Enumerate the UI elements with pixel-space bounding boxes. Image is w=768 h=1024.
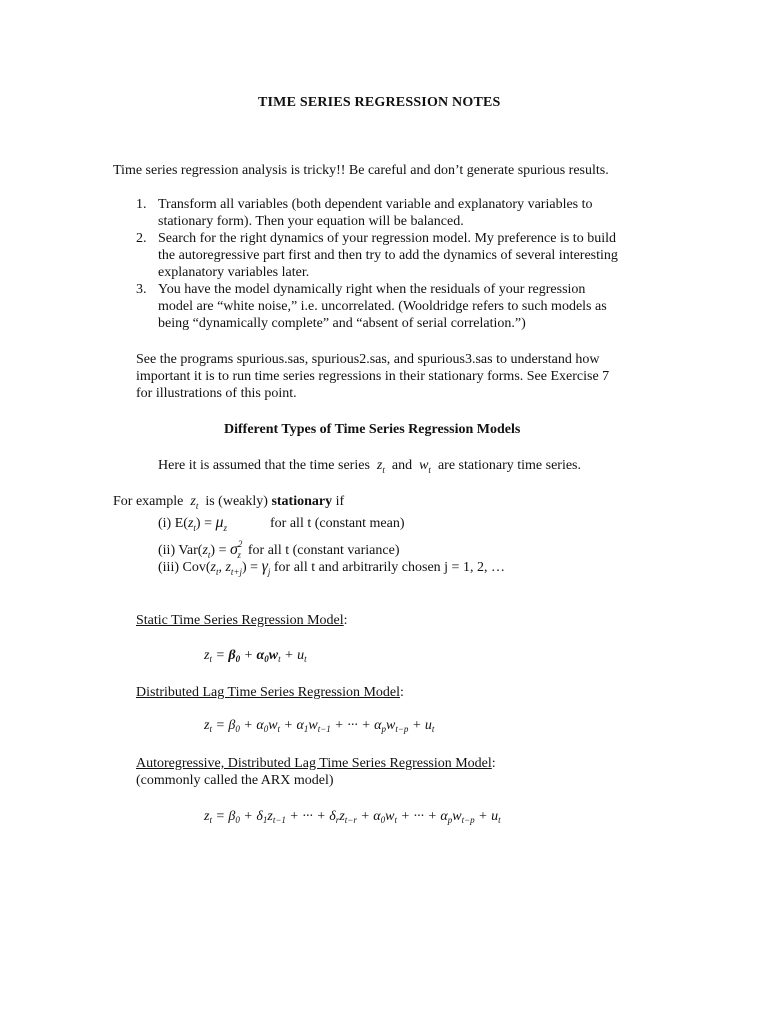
distributed-lag-equation: $z_t = \beta_0 + \alpha_0w_t + \alpha_1w_{t-1}$ + ··· + $\alpha_pw_{t-p} + u_t$ — [204, 718, 435, 734]
list-item — [136, 196, 593, 230]
model-heading-arx: Autoregressive, Distributed Lag Time Series Regression Model: (commonly called the ARX model) — [136, 756, 496, 788]
page-title: TIME SERIES REGRESSION NOTES — [258, 95, 501, 110]
list-number: 3. — [136, 282, 147, 297]
list-item — [136, 281, 607, 332]
model-heading-distributed-lag: Distributed Lag Time Series Regression Model: — [136, 685, 404, 700]
list-line: model are “white noise,” i.e. uncorrelated. (Wooldridge refers to such models as — [158, 299, 607, 314]
example-mid: is (weakly) — [205, 494, 268, 509]
list-line: being “dynamically complete” and “absent of serial correlation.”) — [158, 316, 526, 331]
paragraph-line: important it is to run time series regressions in their stationary forms. See Exercise 7 — [136, 369, 610, 384]
list-number: 2. — [136, 231, 147, 246]
list-item — [136, 230, 618, 281]
list-line: You have the model dynamically right when the residuals of your regression — [158, 282, 586, 297]
paragraph-line: for illustrations of this point. — [136, 386, 297, 401]
example-post: if — [335, 494, 345, 509]
list-line: Transform all variables (both dependent variable and explanatory variables to — [158, 197, 593, 212]
list-line: the autoregressive part first and then try to add the dynamics of several interesting — [158, 248, 618, 263]
condition-mean: (i) $E(z_t) = \mu_z$ for all t (constant mean) — [158, 514, 405, 534]
list-line: Search for the right dynamics of your regression model. My preference is to build — [158, 231, 616, 246]
intro-text: Time series regression analysis is tricky!! Be careful and don’t generate spurious results. — [113, 163, 609, 178]
assumption-line — [158, 457, 581, 479]
example-line — [113, 493, 344, 515]
example-pre: For example — [113, 494, 184, 509]
list-line: stationary form). Then your equation will be balanced. — [158, 214, 464, 229]
arx-equation: $z_t = \beta_0 + \delta_1z_{t-1}$ + ··· + $\delta_rz_{t-r} + \alpha_0w_t$ + ··· + $\alpha_pw_{t-p} + u_t$ — [204, 809, 501, 825]
assumption-pre: Here it is assumed that the time series — [158, 458, 370, 473]
list-number: 1. — [136, 197, 147, 212]
model-heading-static: Static Time Series Regression Model: — [136, 613, 348, 628]
assumption-mid: and — [391, 458, 413, 473]
math-var: $z_t$ — [376, 458, 385, 475]
arx-note: (commonly called the ARX model) — [136, 773, 334, 788]
example-bold: stationary — [271, 494, 333, 509]
paragraph-line: See the programs spurious.sas, spurious2.sas, and spurious3.sas to understand how — [136, 352, 600, 367]
condition-variance: (ii) $Var(z_t) = \sigma^2_z$ for all t (constant variance) — [158, 539, 400, 561]
math-var: $z_t$ — [190, 494, 199, 511]
list-line: explanatory variables later. — [158, 265, 310, 280]
math-var: $w_t$ — [419, 458, 431, 475]
assumption-post: are stationary time series. — [437, 458, 581, 473]
programs-paragraph — [136, 351, 609, 402]
static-model-equation: $z_t = \beta_0 + \alpha_0w_t + u_t$ — [204, 648, 307, 664]
condition-covariance: (iii) $Cov(z_t$, $z_{t+j}) = \gamma_j$ for all t and arbitrarily chosen j = 1, 2, … — [158, 558, 505, 578]
section-title: Different Types of Time Series Regression Models — [224, 422, 521, 437]
